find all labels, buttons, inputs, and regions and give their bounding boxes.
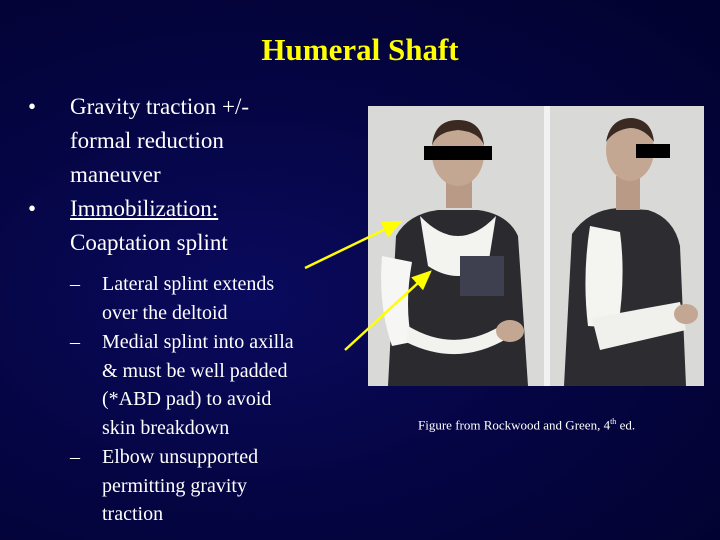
- bullet-dot-icon: •: [28, 196, 37, 221]
- sub-line: permitting gravity: [102, 474, 247, 497]
- bullet-line: Coaptation splint: [70, 230, 228, 255]
- sub-line: over the deltoid: [102, 301, 228, 324]
- dash-icon: –: [70, 331, 80, 353]
- caption-superscript: th: [610, 417, 617, 426]
- sub-line: Elbow unsupported: [102, 446, 259, 468]
- dash-icon: –: [70, 446, 80, 468]
- figure-caption: [418, 417, 635, 433]
- bullet-line: Gravity traction +/-: [70, 94, 250, 119]
- sub-line: Medial splint into axilla: [102, 331, 294, 353]
- caption-text: Figure from Rockwood and Green, 4: [418, 417, 611, 433]
- sub-line: traction: [102, 503, 164, 525]
- bullet-dot-icon: •: [28, 94, 37, 119]
- bullet-line: formal reduction: [70, 128, 224, 153]
- caption-suffix: ed.: [616, 417, 636, 433]
- slide-title: Humeral Shaft: [261, 32, 459, 67]
- sub-line: skin breakdown: [102, 416, 230, 439]
- sub-line: & must be well padded: [102, 359, 288, 382]
- sub-line: (*ABD pad) to avoid: [102, 388, 272, 410]
- dash-icon: –: [70, 273, 80, 295]
- arrow-icon: [305, 222, 400, 268]
- underlined-heading: Immobilization:: [70, 196, 219, 221]
- bullet-line: maneuver: [70, 162, 161, 187]
- sub-line: Lateral splint extends: [102, 273, 275, 295]
- arrow-icon: [345, 272, 430, 350]
